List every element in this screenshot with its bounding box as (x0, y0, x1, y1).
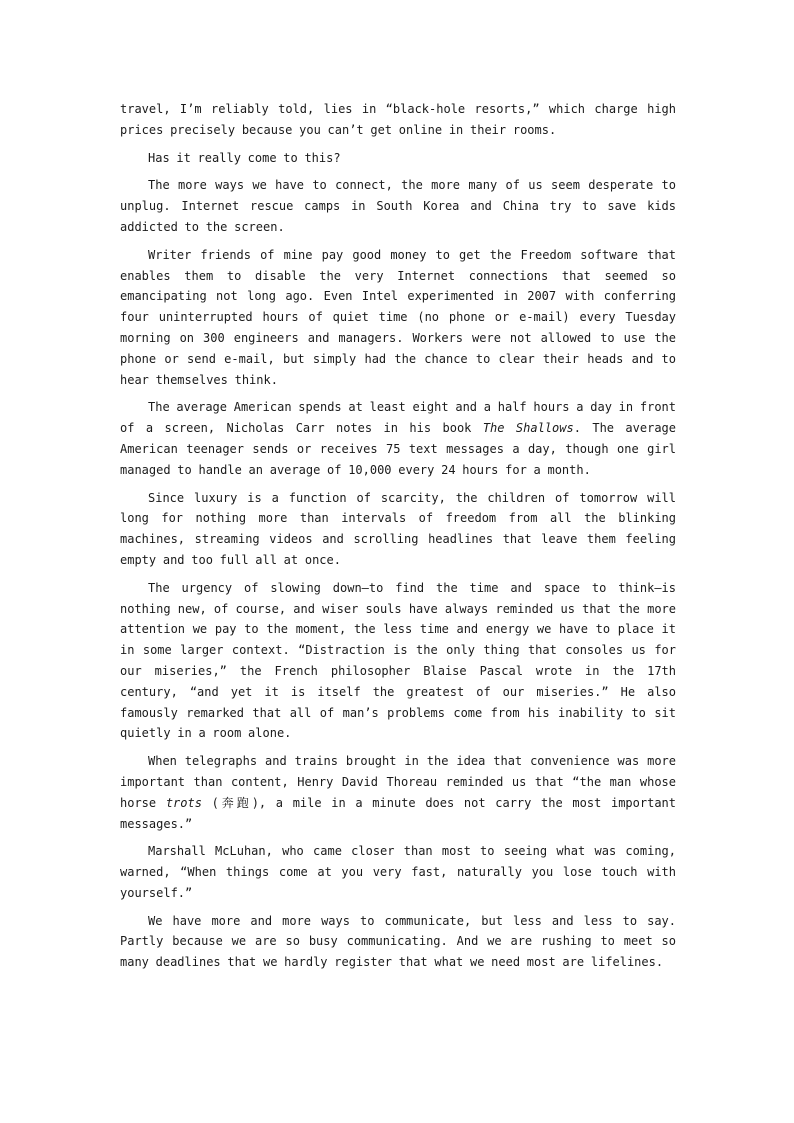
paragraph: We have more and more ways to communicate, but less and less to say. Partly because we are so busy communicating. And we are rushing to meet so many deadlines that we hardly register that what we need most are lifelines. (120, 913, 676, 970)
paragraph: Marshall McLuhan, who came closer than most to seeing what was coming, warned, “When things come at you very fast, naturally you lose touch with yourself.” (120, 844, 676, 900)
paragraph: The urgency of slowing down—to find the time and space to think—is nothing new, of course, and wiser souls have always reminded us that the more attention we pay to the moment, the less time and energy we have to place it in some larger context. “Distraction is the only thing that consoles us for our miseries,” the French philosopher Blaise Pascal wrote in the 17th century, “and yet it is itself the greatest of our miseries.” He also famously remarked that all of man’s problems come from his inability to sit quietly in a room alone. (120, 580, 676, 741)
paragraph: The average American spends at least eight and a half hours a day in front of a screen, Nicholas Carr notes in his book The Shallows. The average American teenager sends or receives 75 text messages a day, though one girl managed to handle an average of 10,000 every 24 hours for a month. (120, 400, 677, 477)
italic-word: trots (165, 795, 202, 810)
document-page (120, 99, 676, 980)
paragraph: travel, I’m reliably told, lies in “black-hole resorts,” which charge high prices precisely because you can’t get online in their rooms. (120, 102, 676, 137)
paragraph: Has it really come to this? (148, 150, 341, 165)
paragraph: Writer friends of mine pay good money to get the Freedom software that enables them to disable the very Internet connections that seemed so emancipating not long ago. Even Intel experimented in 2007 with conferring four uninterrupted hours of quiet time (no phone or e-mail) every Tuesday morning on 300 engineers and managers. Workers were not allowed to use the phone or send e-mail, but simply had the chance to clear their heads and to hear themselves think. (120, 247, 676, 387)
paragraph: Since luxury is a function of scarcity, the children of tomorrow will long for nothing more than intervals of freedom from all the blinking machines, streaming videos and scrolling headlines that leave them feeling empty and too full all at once. (120, 490, 676, 567)
paragraph: When telegraphs and trains brought in the idea that convenience was more important than content, Henry David Thoreau reminded us that “the man whose horse trots (奔跑), a mile in a minute does not carry the most important messages.” (120, 754, 676, 831)
paragraph: The more ways we have to connect, the more many of us seem desperate to unplug. Internet rescue camps in South Korea and China try to save kids addicted to the screen. (120, 178, 676, 234)
book-title: The Shallows (482, 421, 574, 436)
